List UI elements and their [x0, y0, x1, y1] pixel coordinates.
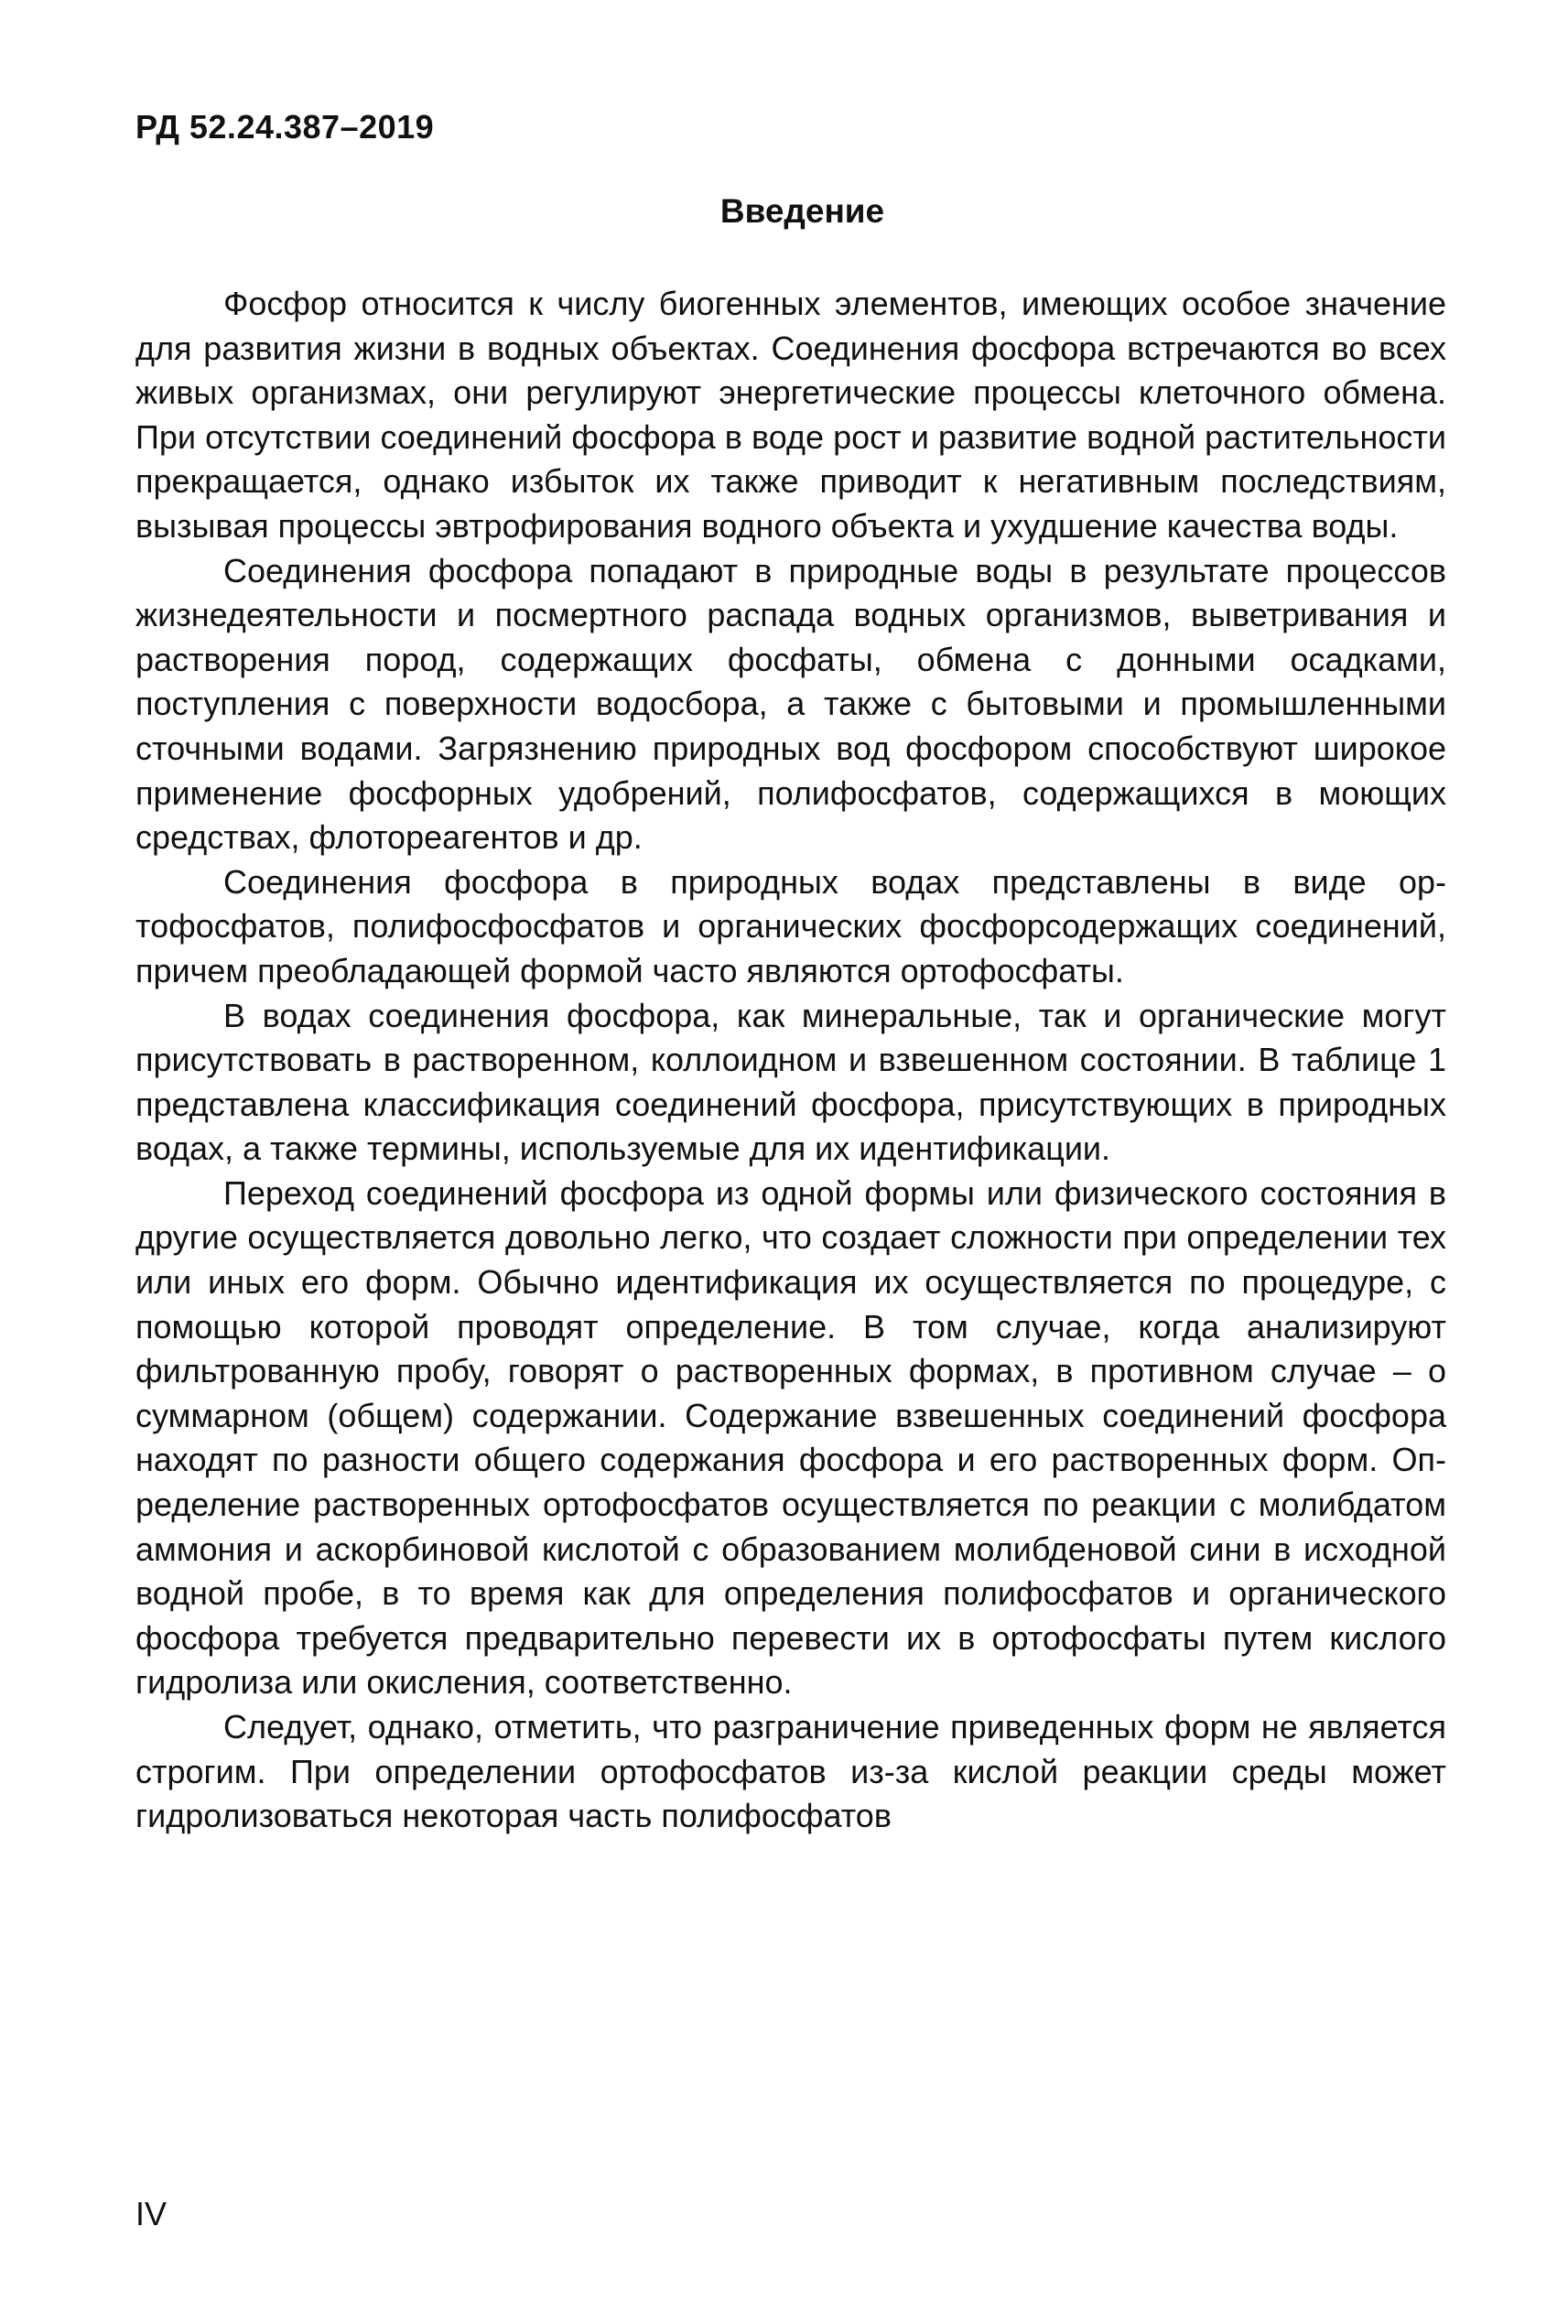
paragraph-2: Соединения фосфора попадают в природные воды в результате процессов жизнедеятельности и посмертного распада водных организмов, выветривания и растворения пород, содержащих фосфаты, обмена с донными осадками, поступления с поверхности водосбора, а также с бытовыми и промышленными сточными водами. Загрязнению природных вод фосфором способствуют широкое применение фосфорных удобрений, полифосфатов, содержащихся в моющих средствах, флотореагентов и др. — [135, 551, 1446, 857]
page-number: IV — [135, 2195, 168, 2232]
section-title: Введение — [719, 192, 885, 230]
paragraph-5: Переход соединений фосфора из одной формы или физического состояния в другие осуществляется довольно легко, что создает сложности при определении тех или иных его форм. Обычно идентификация их осуществляется по процедуре, с помощью которой проводят определение. В том случае, когда анализируют фильтрованную пробу, говорят о растворенных формах, в противном случае – о суммарном (общем) содержании. Содержание взвешенных соединений фосфора находят по разности общего содержания фосфора и его растворенных форм. Определение растворенных ортофосфатов осуществляется по реакции с молибдатом аммония и аскорбиновой кислотой с образованием молибденовой сини в исходной водной пробе, в то время как для определения полифосфатов и органического фосфора требуется предварительно перевести их в ортофосфаты путем кислого гидролиза или окисления, соответственно. — [135, 1173, 1446, 1702]
paragraph-3: Соединения фосфора в природных водах представлены в виде ортофосфатов, полифосфосфатов и органических фосфорсодержащих соединений, причем преобладающей формой часто являются ортофосфаты. — [135, 862, 1446, 989]
paragraph-6: Следует, однако, отметить, что разграничение приведенных форм не является строгим. При определении ортофосфатов из-за кислой реакции среды может гидролизоваться некоторая часть полифосфатов — [135, 1708, 1446, 1835]
paragraph-4: В водах соединения фосфора, как минеральные, так и органические могут присутствовать в растворенном, коллоидном и взвешенном состоянии. В таблице 1 представлена классификация соединений фосфора, присутствующих в природных водах, а также термины, используемые для их идентификации. — [135, 996, 1446, 1168]
paragraph-1: Фосфор относится к числу биогенных элементов, имеющих особое значение для развития жизни в водных объектах. Соединения фосфора встречаются во всех живых организмах, они регулируют энергетические процессы клеточного обмена. При отсутствии соединений фосфора в воде рост и развитие водной растительности прекращается, однако избыток их также приводит к негативным последствиям, вызывая процессы эвтрофирования водного объекта и ухудшение качества воды. — [135, 285, 1446, 545]
document-code: РД 52.24.387–2019 — [135, 108, 435, 146]
body-text — [135, 282, 1446, 1839]
